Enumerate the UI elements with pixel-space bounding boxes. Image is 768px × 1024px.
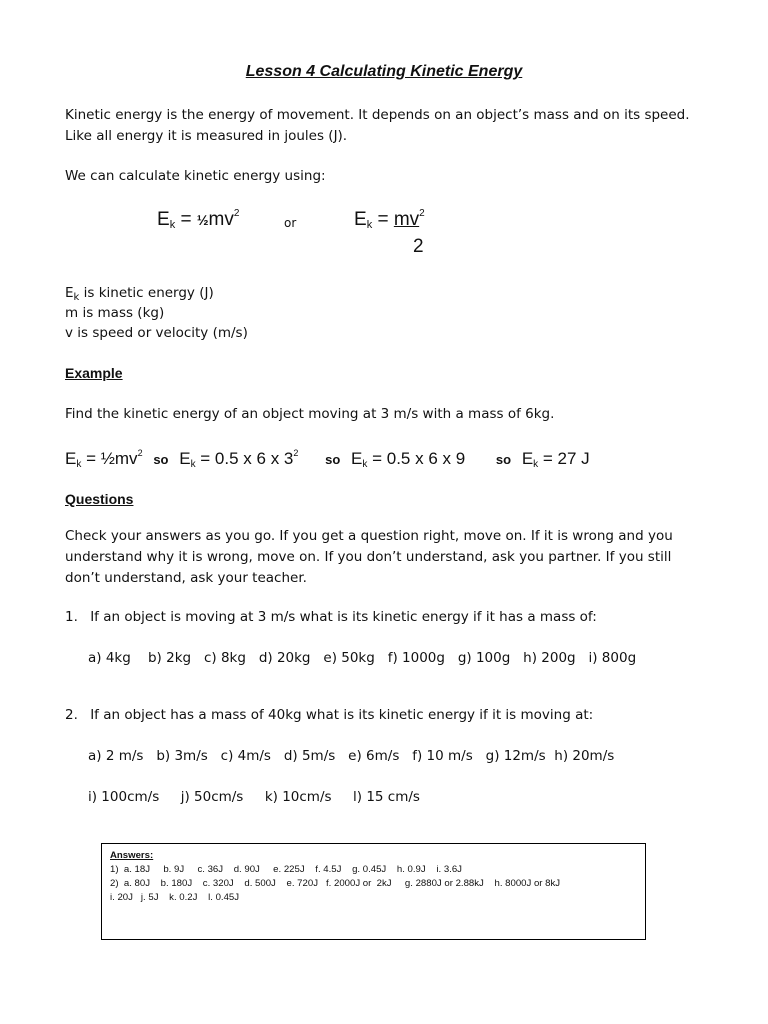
ek-symbol: E [354, 209, 367, 230]
question-1 [65, 607, 597, 628]
answers-line-3: i. 20J j. 5J k. 0.2J l. 0.45J [110, 892, 240, 903]
formula-mv2-over-2 [354, 208, 425, 231]
denominator-two: 2 [413, 236, 424, 257]
example-solution: $E_k$ = $\frac{1}{2}mv^2$ so $E_k = 0.5$ x 6 x $3^2$ so $E_k = 0.5$ x 6 x 9 so $E_k = 27$ J [65, 448, 590, 470]
q2-options-line2: i) 100cm/s j) 50cm/s k) 10cm/s l) 15 cm/s [88, 789, 420, 805]
intro-paragraph: Kinetic energy is the energy of movement. It depends on an object’s mass and on its speed. Like all energy it is measured in joules (J). [65, 107, 690, 144]
instructions-paragraph: Check your answers as you go. If you get a question right, move on. If it is wrong and you understand why it is wrong, move on. If you don’t understand, ask you partner. If you still don’t understand, ask your teacher. [65, 528, 673, 586]
equals: = [175, 209, 197, 230]
formula-half-mv2 [157, 208, 239, 231]
v-definition: v is speed or velocity (m/s) [65, 325, 248, 341]
calc-intro: We can calculate kinetic energy using: [65, 168, 326, 184]
q2-options-line1: a) 2 m/s b) 3m/s c) 4m/s d) 5m/s e) 6m/s f) 10 m/s g) 12m/s h) 20m/s [88, 748, 615, 764]
q1-text: If an object is moving at 3 m/s what is its kinetic energy if it has a mass of: [90, 609, 597, 625]
ek-symbol: E [157, 209, 170, 230]
squared: 2 [233, 208, 240, 219]
questions-heading: Questions [65, 491, 134, 507]
answers-box [101, 843, 646, 940]
example-problem: Find the kinetic energy of an object moving at 3 m/s with a mass of 6kg. [65, 406, 555, 422]
mv-numerator: mv [393, 209, 420, 230]
so-word: so [153, 452, 169, 467]
q2-number: 2. [65, 707, 78, 723]
so-word: so [495, 452, 512, 467]
question-2 [65, 705, 593, 726]
or-label: or [284, 216, 297, 230]
equals: = [372, 209, 394, 230]
answers-line-2: 2) a. 80J b. 180J c. 320J d. 500J e. 720J f. 2000J or 2kJ g. 2880J or 2.88kJ h. 8000J or 8kJ [110, 878, 561, 889]
q1-number: 1. [65, 609, 78, 625]
ek-subscript: k [169, 219, 176, 231]
q2-text: If an object has a mass of 40kg what is its kinetic energy if it is moving at: [90, 707, 594, 723]
example-heading: Example [65, 365, 123, 381]
half-fraction: ½ [196, 212, 209, 228]
page-title: Lesson 4 Calculating Kinetic Energy [245, 63, 523, 80]
ek-definition: $E_k$ is kinetic energy (J) [65, 285, 214, 303]
answers-line-1: 1) a. 18J b. 9J c. 36J d. 90J e. 225J f. 4.5J g. 0.45J h. 0.9J i. 3.6J [110, 864, 462, 875]
ek-subscript: k [366, 219, 373, 231]
mv-term: mv [208, 209, 234, 230]
so-word: so [325, 452, 341, 467]
answers-heading: Answers: [110, 850, 154, 861]
m-definition: m is mass (kg) [65, 305, 165, 321]
q1-options: a) 4kg b) 2kg c) 8kg d) 20kg e) 50kg f) 1000g g) 100g h) 200g i) 800g [88, 650, 637, 666]
squared: 2 [419, 208, 425, 219]
